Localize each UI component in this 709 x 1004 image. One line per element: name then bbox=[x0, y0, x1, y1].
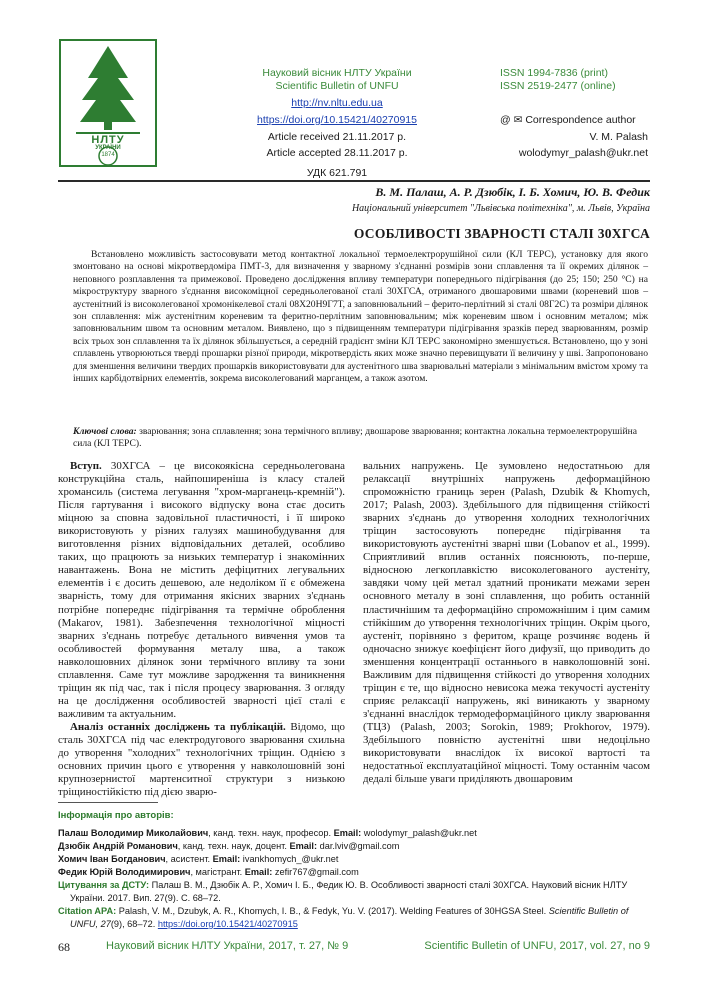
author-email[interactable]: wolodymyr_palash@ukr.net bbox=[361, 828, 477, 838]
analysis-text: Відомо, що сталь 30ХГСА під час електродугового зварювання схильна до утворення "холодних" технологічних тріщин. Однією з основних причин цього є утворення у навколошовній зоні крупнозернистої мартенситної структури з низькою тріщиностійкістю під дією зварю- bbox=[58, 720, 345, 799]
correspondence-label: Correspondence author bbox=[525, 114, 636, 126]
journal-logo bbox=[58, 38, 158, 168]
email-label: Email: bbox=[244, 867, 273, 877]
keywords-text: зварювання; зона сплавлення; зона термічного впливу; двошарове зварювання; контактна локальна термоелектрорушійна сила (КЛ ТЕРС). bbox=[73, 426, 637, 450]
author-info-row bbox=[58, 827, 650, 840]
article-affiliation: Національний університет "Львівська політехніка", м. Львів, Україна bbox=[351, 203, 650, 214]
body-column-left bbox=[58, 460, 345, 799]
page-number: 68 bbox=[58, 940, 70, 954]
body-column-right bbox=[363, 460, 650, 786]
journal-name-ua: Науковий вісник НЛТУ України bbox=[262, 67, 412, 79]
citation-dstu-text: Палаш В. М., Дзюбік А. Р., Хомич І. Б., Федик Ю. В. Особливості зварності сталі 30ХГСА. Науковий вісник НЛТУ України. 2017. Вип. 27(9). С. 68–72. bbox=[70, 880, 628, 903]
email-label: Email: bbox=[333, 828, 362, 838]
abstract: Встановлено можливість застосовувати метод контактної локальної термоелектрорушійної сили (КЛ ТЕРС), установку для якого змонтовано на основі мікротвердоміра ПМТ-3, для визначення у зварному з'єднанні розмірів зони сплавлення та її окремих ділянок – неповного розплавлення та примежової. Проведено дослідження впливу температури попереднього підігрівання (до 25; 150; 250 °C) на мікроструктуру зварного з'єднання високоміцної середньолегованої сталі 30ХГСА, отриманого двошаровими швами (кореневий шов – аустенітний із високолегованої хромонікелевої сталі 08Х20Н9Г7Т, а заповнювальний – ферито-перлітний зі сталі 08Г2С) та розміри ділянок зон сплавлення: між аустенітним кореневим та феритно-перлітним заповнювальним; між кореневим швом і основним металом; між заповнювальним швом та основним металом. Виявлено, що з підвищенням температури підігрівання зразків перед зварюванням, розмір всіх трьох зон сплавлення та їх ділянок збільшується, а середній градієнт зміни КЛ ТЕРС закономірно зменшується. Встановлено, що у зоні сплавлень утворюються тверді прошарки різної природи, мікротвердість яких може значно перевищувати її величину у шві. Запропоновано для зменшення величини твердих прошарків використовувати для аустенітного шва зварювальні матеріали з мінімальним вмістом хрому та інших карбідотвірних елементів, зокрема високолегований марганцем, а також азотом. bbox=[73, 249, 648, 385]
keywords bbox=[73, 426, 648, 451]
citation-dstu-label: Цитування за ДСТУ: bbox=[58, 880, 150, 890]
author-title: , асистент. bbox=[165, 854, 213, 864]
analysis-paragraph bbox=[58, 721, 345, 799]
citation-apa-issue: (9), 68–72. bbox=[110, 919, 158, 929]
correspondence-email[interactable]: wolodymyr_palash@ukr.net bbox=[518, 147, 648, 159]
author-name: Федик Юрій Володимирович bbox=[58, 867, 191, 877]
correspondence-row bbox=[500, 113, 660, 127]
author-title: , магістрант. bbox=[190, 867, 245, 877]
doi-link[interactable]: https://doi.org/10.15421/40270915 bbox=[257, 114, 417, 126]
author-info bbox=[58, 827, 650, 931]
intro-text: 30ХГСА – це високоякісна середньолегована конструкційна сталь, найпоширеніша із класу сталей хромансиль (система легування "хром-марганець-кремній"). Після гартування і високого відпуску вона стає досить міцною за сповна задовільної пластичності, і її широко використовують у різних галузях машинобудування для виготовлення різних відповідальних деталей, особливо таких, що працюють за низьких температур і знакомінних навантажень. Вона не містить дефіцитних легувальних елементів і є досить дешевою, але недоліком її є обмежена зварність, тому для отримання якісних зварних з'єднань потрібне попереднє підігрівання та термічне оброблення (Makarov, 1981). Забезпечення технологічної міцності зварних з'єднань потребує детального вивчення умов та особливостей формування металу шва, а також навколошовних ділянок зони термічного впливу та зони сплавлення. Саме тут можливе зародження та виникнення тріщин як під час, так і після процесу зварювання. З огляду на це дослідження особливостей зварності цієї сталі є важливим та актуальним. bbox=[58, 460, 345, 720]
citation-apa-text: Palash, V. M., Dzubyk, A. R., Khomych, I. B., & Fedyk, Yu. V. (2017). Welding Features of 30HGSA Steel. bbox=[116, 906, 549, 916]
author-email[interactable]: dar.lviv@gmail.com bbox=[317, 841, 400, 851]
intro-paragraph bbox=[58, 460, 345, 721]
author-name: Хомич Іван Богданович bbox=[58, 854, 166, 864]
envelope-icon: ✉ bbox=[513, 114, 523, 126]
accepted-date: Article accepted 28.11.2017 р. bbox=[266, 147, 408, 159]
journal-url-link[interactable]: http://nv.nltu.edu.ua bbox=[291, 97, 383, 109]
author-email[interactable]: zefir767@gmail.com bbox=[272, 867, 359, 877]
udk-code: УДК 621.791 bbox=[306, 167, 368, 179]
header-rule bbox=[58, 180, 650, 182]
citation-apa-journal: Scientific Bulletin of UNFU, 27 bbox=[70, 906, 629, 929]
footer-journal-en: Scientific Bulletin of UNFU, 2017, vol. 27, no 9 bbox=[424, 940, 650, 952]
author-name: Дзюбік Андрій Романович bbox=[58, 841, 178, 851]
author-email[interactable]: ivankhomych_@ukr.net bbox=[240, 854, 339, 864]
keywords-label: Ключові слова: bbox=[73, 426, 137, 437]
intro-label: Вступ. bbox=[70, 460, 102, 472]
author-info-row bbox=[58, 840, 650, 853]
email-label: Email: bbox=[212, 854, 241, 864]
right-column-text: вальних напружень. Це зумовлено недостатньою для релаксації внутрішніх напружень деформаційною спроможністю границь зерен (Palash, Dzubik & Khomych, 2017; Palash, 2003). Здебільшого для підвищення стійкості зварних з'єднань до утворення холодних технологічних тріщин застосовують попереднє підігрівання та використовують аустенітні зварні шви (Lobanov et al., 1999). Сприятливий вплив останніх пояснюють, по-перше, відносною легкоплавкістю високолегованого аустеніту, завдяки чому цей метал здатний проникати межами зерен основного металу в зоні сплавлення, що робить останній пластичнішим та деформаційно спроможнішим і цим самим стійкішим до утворення технологічних тріщин. Окрім цього, аустеніт, порівняно з феритом, краще розчиняє водень й одночасно знижує коефіцієнт його дифузії, що приводить до зменшення концентрації останнього в навколошовній зоні. Важливим для підвищення стійкості до утворення холодних тріщин є те, що відносно невисока межа текучості аустеніту сприяє релаксації напружень, які виникають у зварному з'єднанні внаслідок термодеформаційного циклу зварювання (ТЦЗ) (Palash, 2003; Sorokin, 1989; Prokhorov, 1979). Здебільшого повністю аустенітні шви недоцільно використовувати внаслідок їх високої вартості та недостатньої експлуатаційної міцності. Тому останнім часом дедалі більше уваги приділяють двошаровим bbox=[363, 460, 650, 786]
citation-apa bbox=[58, 905, 650, 931]
author-info-row bbox=[58, 853, 650, 866]
author-title: , канд. техн. наук, професор. bbox=[208, 828, 334, 838]
logo-text-top: НЛТУ bbox=[91, 134, 125, 146]
issn-online: ISSN 2519-2477 (online) bbox=[500, 80, 616, 92]
citation-apa-label: Citation APA: bbox=[58, 906, 117, 916]
author-info-row bbox=[58, 866, 650, 879]
article-title: ОСОБЛИВОСТІ ЗВАРНОСТІ СТАЛІ 30ХГСА bbox=[353, 226, 650, 241]
article-authors: В. М. Палаш, А. Р. Дзюбік, І. Б. Хомич, Ю. В. Федик bbox=[375, 185, 650, 199]
analysis-label: Аналіз останніх досліджень та публікацій. bbox=[70, 720, 286, 733]
journal-name-en: Scientific Bulletin of UNFU bbox=[275, 80, 399, 92]
issn-print: ISSN 1994-7836 (print) bbox=[500, 67, 608, 79]
correspondence-name: V. M. Palash bbox=[589, 131, 648, 143]
email-label: Email: bbox=[289, 841, 318, 851]
citation-dstu bbox=[58, 879, 650, 905]
logo-text-bottom: УКРАЇНИ bbox=[95, 145, 121, 151]
author-info-heading: Інформація про авторів: bbox=[58, 810, 174, 821]
author-name: Палаш Володимир Миколайович bbox=[58, 828, 209, 838]
footer-journal-ua: Науковий вісник НЛТУ України, 2017, т. 27, № 9 bbox=[106, 940, 349, 952]
author-title: , канд. техн. наук, доцент. bbox=[177, 841, 290, 851]
logo-year: 1874 bbox=[101, 152, 115, 158]
footnote-rule bbox=[58, 802, 158, 803]
citation-doi-link[interactable]: https://doi.org/10.15421/40270915 bbox=[157, 919, 298, 929]
at-icon: @ bbox=[500, 114, 511, 126]
received-date: Article received 21.11.2017 р. bbox=[267, 131, 407, 143]
